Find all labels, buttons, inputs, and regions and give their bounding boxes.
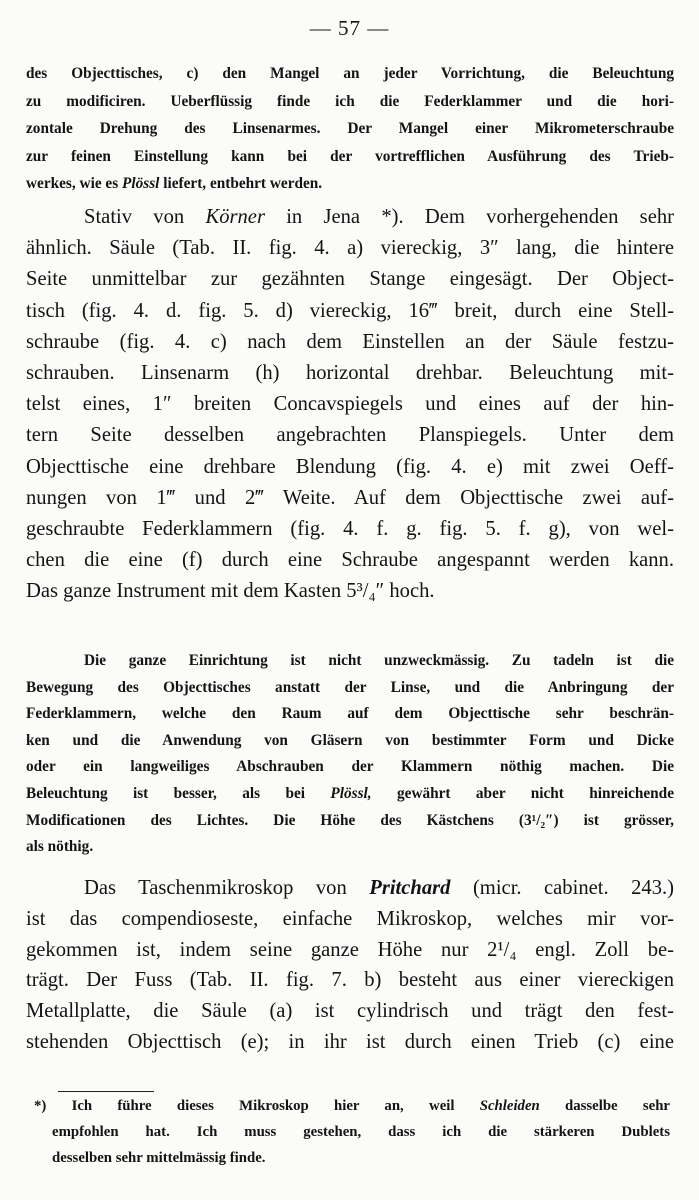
text-line: Die ganze Einrichtung ist nicht unzweckmässig. Zu tadeln ist die	[84, 652, 674, 669]
author-name-plossl: Plössl	[122, 175, 160, 193]
text-line: stehenden Objecttisch (e); in ihr ist durch einen Trieb (c) eine	[26, 1030, 674, 1053]
footnote-divider	[58, 1091, 154, 1092]
paragraph-pritchard	[26, 873, 674, 1058]
text-line: trägt. Der Fuss (Tab. II. fig. 7. b) besteht aus einer viereckigen	[26, 969, 674, 992]
text-line: gekommen ist, indem seine ganze Höhe nur 2¹/₄ engl. Zoll be-	[26, 938, 674, 961]
text-line: Bewegung des Objecttisches anstatt der Linse, und die Anbringung der	[26, 678, 674, 696]
text-line: Federklammern, welche den Raum auf dem Objecttische sehr beschrän-	[26, 705, 674, 723]
paragraph-small-2	[26, 648, 674, 861]
text-line: werkes, wie es Plössl liefert, entbehrt werden.	[26, 175, 323, 193]
text-line: ken und die Anwendung von Gläsern von bestimmter Form und Dicke	[26, 731, 674, 749]
text-line: Objecttische eine drehbare Blendung (fig. 4. e) mit zwei Oeff-	[26, 455, 674, 478]
text-line: nungen von 1‴ und 2‴ Weite. Auf dem Objecttische zwei auf-	[26, 486, 674, 509]
text-line: Das Taschenmikroskop von Pritchard (micr. cabinet. 243.)	[84, 877, 675, 899]
text-line: ist das compendioseste, einfache Mikroskop, welches mir vor-	[26, 907, 674, 930]
text-line: als nöthig.	[26, 838, 94, 856]
text-line: des Objecttisches, c) den Mangel an jeder Vorrichtung, die Beleuchtung	[26, 65, 674, 82]
paragraph-small-1	[26, 60, 674, 198]
text-line: ähnlich. Säule (Tab. II. fig. 4. a) viereckig, 3″ lang, die hintere	[26, 237, 674, 260]
footnote	[34, 1093, 670, 1171]
text-line: chen die eine (f) durch eine Schraube angespannt werden kann.	[26, 549, 674, 572]
text-line: zontale Drehung des Linsenarmes. Der Mangel einer Mikrometerschraube	[26, 120, 674, 138]
author-name-schleiden: Schleiden	[479, 1098, 540, 1114]
text-line: geschraubte Federklammern (fig. 4. f. g. fig. 5. f. g), von wel-	[26, 518, 674, 541]
text-line: empfohlen hat. Ich muss gestehen, dass ich die stärkeren Dublets	[52, 1124, 670, 1140]
text-line: Beleuchtung ist besser, als bei Plössl, gewährt aber nicht hinreichende	[26, 784, 674, 802]
author-name-plossl: Plössl,	[330, 784, 372, 802]
paragraph-koerner	[26, 202, 674, 608]
text-line: *) Ich führe dieses Mikroskop hier an, weil Schleiden dasselbe sehr	[34, 1098, 670, 1114]
text-line: Stativ von Körner in Jena *). Dem vorhergehenden sehr	[84, 206, 674, 228]
text-line: schraube (fig. 4. c) nach dem Einstellen an der Säule festzu-	[26, 330, 674, 353]
text-line: Das ganze Instrument mit dem Kasten 5³/₄″ hoch.	[26, 580, 435, 603]
author-name-koerner: Körner	[205, 206, 265, 228]
text-line: tern Seite desselben angebrachten Planspiegels. Unter dem	[26, 424, 674, 447]
page-number: — 57 —	[309, 16, 390, 40]
author-name-pritchard: Pritchard	[369, 877, 451, 899]
text-line: oder ein langweiliges Abschrauben der Klammern nöthig machen. Die	[26, 758, 674, 776]
text-line: desselben sehr mittelmässig finde.	[52, 1150, 266, 1166]
text-line: Seite unmittelbar zur gezähnten Stange eingesägt. Der Object-	[26, 268, 674, 291]
text-line: zu modificiren. Ueberflüssig finde ich die Federklammer und die hori-	[26, 92, 674, 110]
text-line: Modificationen des Lichtes. Die Höhe des Kästchens (3¹/₂″) ist grösser,	[26, 811, 674, 829]
text-line: Metallplatte, die Säule (a) ist cylindrisch und trägt den fest-	[26, 1000, 674, 1023]
text-line: tisch (fig. 4. d. fig. 5. d) viereckig, 16‴ breit, durch eine Stell-	[26, 299, 674, 322]
text-line: schrauben. Linsenarm (h) horizontal drehbar. Beleuchtung mit-	[26, 362, 674, 385]
text-line: zur feinen Einstellung kann bei der vortrefflichen Ausführung des Trieb-	[26, 147, 674, 165]
text-line: telst eines, 1″ breiten Concavspiegels und eines auf der hin-	[26, 393, 674, 416]
